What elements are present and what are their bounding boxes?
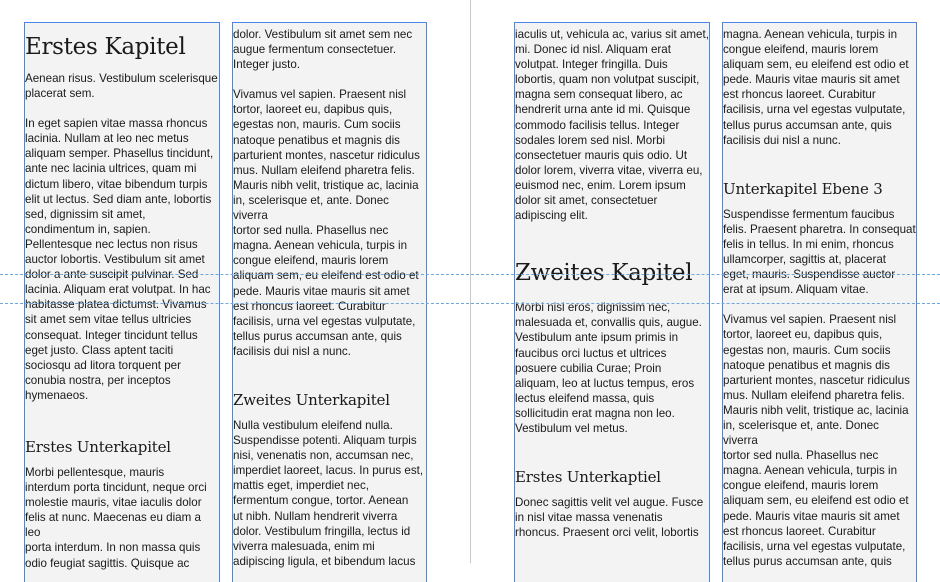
subchapter-heading: Zweites Unterkapitel — [233, 390, 390, 409]
chapter-heading: Zweites Kapitel — [515, 260, 693, 287]
horizontal-guide[interactable] — [0, 303, 940, 304]
left-page-column-2 — [232, 22, 427, 582]
body-paragraph: Donec sagittis velit vel augue. Fusce in nisl vitae massa venenatis rhoncus. Praesent orci velit, lobortis — [515, 496, 704, 540]
body-paragraph: Morbi nisl eros, dignissim nec, malesuada et, convallis quis, augue. Vestibulum ante ipsum primis in faucibus orci luctus et ultrices posuere cubilia Curae; Proin aliquam, leo at luctus tempus, eros lectus eleifend massa, quis sollicitudin erat magna non leo. Vestibulum vel metus. — [515, 301, 702, 435]
right-page-column-1 — [514, 22, 710, 582]
body-paragraph: Morbi pellentesque, mauris interdum porta tincidunt, neque orci molestie mauris, vitae iaculis dolor felis at nunc. Maecenas eu diam a leo porta interdum. In non massa quis odio feugiat sagittis. Quisque ac — [25, 465, 207, 570]
body-paragraph: Aenean risus. Vestibulum scelerisque placerat sem. — [25, 72, 218, 101]
right-page-column-2 — [722, 22, 917, 582]
body-paragraph: iaculis ut, vehicula ac, varius sit amet, mi. Donec id nisl. Aliquam erat volutpat. Integer fringilla. Duis lobortis, quam non volutpat suscipit, magna sem consequat libero, ac hendrerit urna ante id mi. Quisque commodo facilisis tellus. Integer sodales lorem sed nisl. Morbi consectetuer mauris quis odio. Ut dolor lorem, viverra vitae, viverra eu, euismod nec, enim. Lorem ipsum dolor sit amet, consectetuer adipiscing elit. — [515, 28, 709, 223]
horizontal-guide[interactable] — [0, 274, 940, 275]
body-paragraph: Suspendisse fermentum faucibus felis. Praesent pharetra. In consequat felis in tellus. In mi enim, rhoncus ullamcorper, sagittis at, placerat eget, mauris. Suspendisse auctor erat at ipsum. Aliquam vitae. — [723, 207, 916, 297]
body-paragraph: dolor. Vestibulum sit amet sem nec augue fermentum consectetuer. Integer justo. — [233, 28, 413, 72]
body-paragraph: In eget sapien vitae massa rhoncus lacinia. Nullam at leo nec metus aliquam semper. Phasellus tincidunt, ante nec lacinia ultrices, quam mi dictum libero, vitae bibendum turpis elit ut lectus. Sed diam ante, lobortis sed, dignissim sit amet, condimentum in, sapien. Pellentesque nec lectus non risus auctor lobortis. Vestibulum sit amet dolor a ante suscipit pulvinar. Sed lacinia. Aliquam erat volutpat. In hac habitasse platea dictumst. Vivamus sit amet sem vitae tellus ultricies consequat. Integer tincidunt tellus eget justo. Class aptent taciti sociosqu ad litora torquent per conubia nostra, per inceptos hymenaeos. — [25, 117, 214, 402]
body-paragraph: Vivamus vel sapien. Praesent nisl tortor, laoreet eu, dapibus quis, egestas non, mauris. Cum sociis natoque penatibus et magnis dis parturient montes, nascetur ridiculus mus. Nullam eleifend pharetra felis. Mauris nibh velit, tristique ac, lacinia in, scelerisque et, ante. Donec viverra tortor sed nulla. Phasellus nec magna. Aenean vehicula, turpis in congue eleifend, mauris lorem aliquam sem, eu eleifend est odio et pede. Mauris vitae mauris sit amet est rhoncus laoreet. Curabitur facilisis, urna vel egestas vulputate, tellus purus accumsan ante, quis — [723, 313, 910, 568]
left-page-column-1 — [24, 22, 220, 582]
subchapter-heading: Erstes Unterkaptiel — [515, 468, 661, 487]
subchapter-heading: Unterkapitel Ebene 3 — [723, 179, 883, 198]
body-paragraph: Nulla vestibulum eleifend nulla. Suspendisse potenti. Aliquam turpis nisi, venenatis non, accumsan nec, imperdiet laoreet, lacus. In purus est, mattis eget, imperdiet nec, fermentum congue, tortor. Aenean ut nibh. Nullam hendrerit viverra dolor. Vestibulum fringilla, lectus id viverra malesuada, enim mi adipiscing ligula, et bibendum lacus — [233, 418, 424, 568]
spread-divider — [470, 0, 471, 563]
subchapter-heading: Erstes Unterkapitel — [25, 437, 171, 456]
chapter-heading: Erstes Kapitel — [25, 34, 186, 60]
body-paragraph: magna. Aenean vehicula, turpis in congue eleifend, mauris lorem aliquam sem, eu eleifend est odio et pede. Mauris vitae mauris sit amet est rhoncus laoreet. Curabitur facilisis, urna vel egestas vulputate, tellus purus accumsan ante, quis facilisis dui nisl a nunc. — [723, 28, 909, 147]
body-paragraph: Vivamus vel sapien. Praesent nisl tortor, laoreet eu, dapibus quis, egestas non, mauris. Cum sociis natoque penatibus et magnis dis parturient montes, nascetur ridiculus mus. Nullam eleifend pharetra felis. Mauris nibh velit, tristique ac, lacinia in, scelerisque et, ante. Donec viverra tortor sed nulla. Phasellus nec magna. Aenean vehicula, turpis in congue eleifend, mauris lorem aliquam sem, eu eleifend est odio et pede. Mauris vitae mauris sit amet est rhoncus laoreet. Curabitur facilisis, urna vel egestas vulputate, tellus purus accumsan ante, quis facilisis dui nisl a nunc. — [233, 88, 420, 358]
